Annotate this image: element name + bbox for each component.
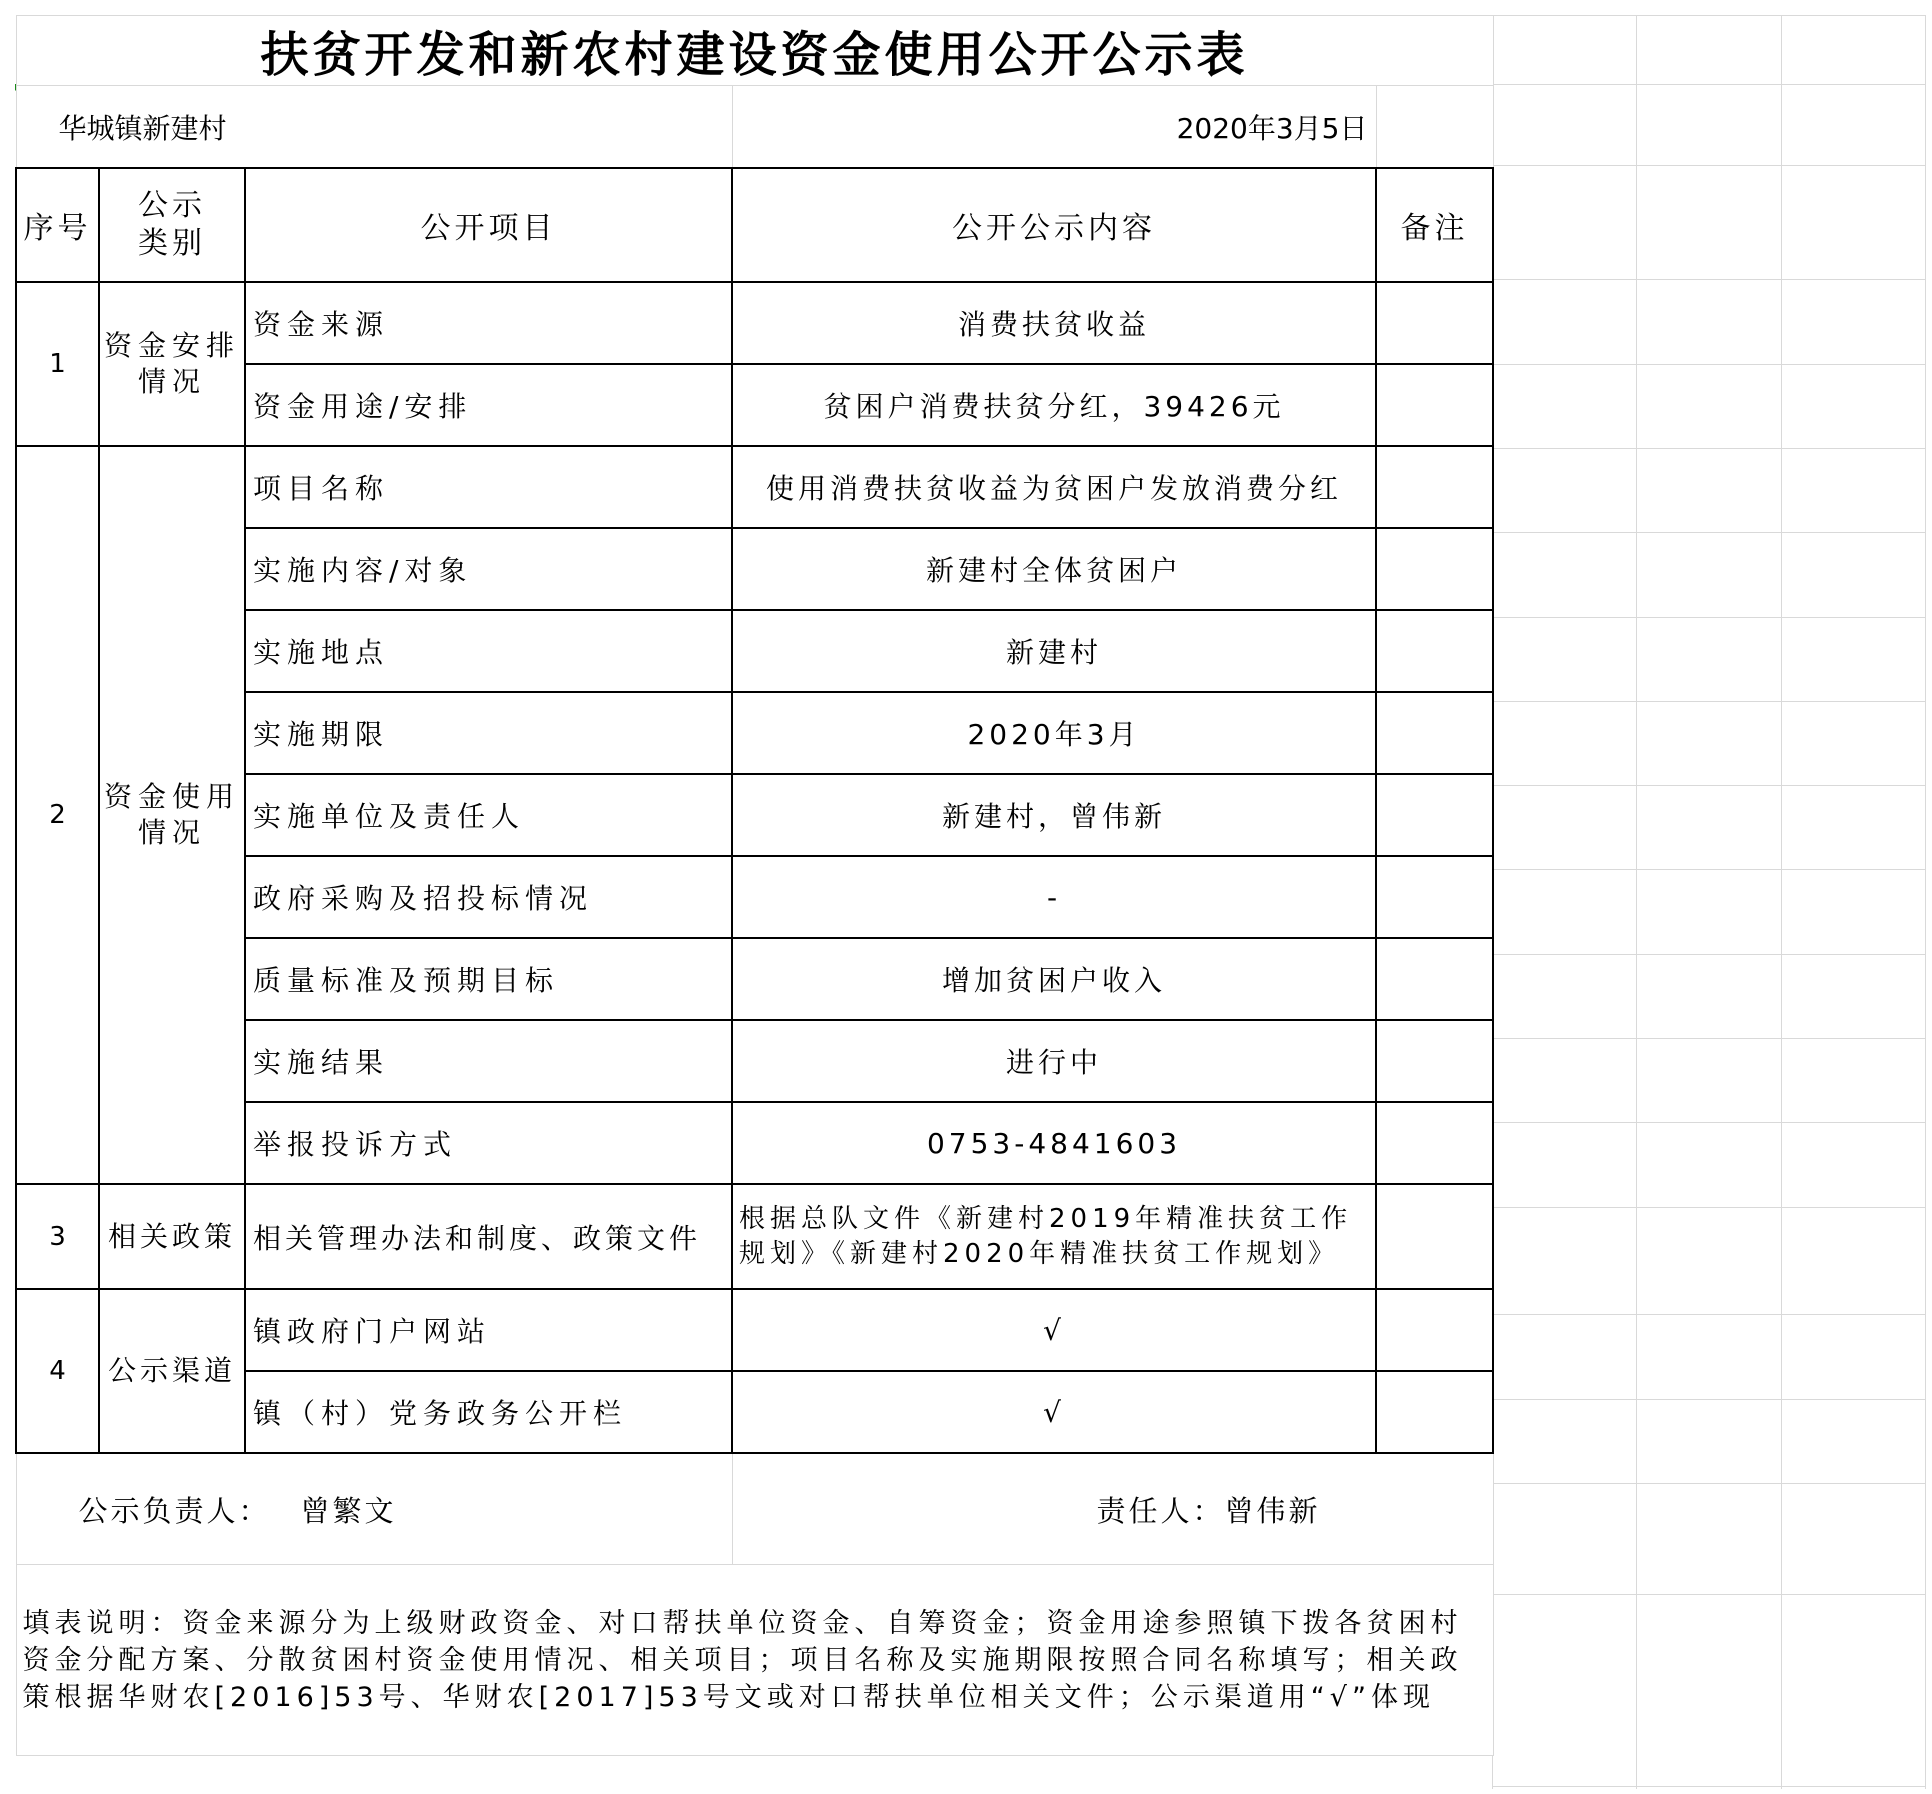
blank-cell [1376,86,1493,169]
remark-cell [1376,528,1493,610]
section-number: 2 [16,446,99,1184]
check-mark: √ [732,1289,1376,1371]
header-category: 公示 类别 [99,168,245,282]
item-content: 新建村 [732,610,1376,692]
item-content: 新建村全体贫困户 [732,528,1376,610]
item-label: 资金来源 [245,282,732,364]
item-label: 项目名称 [245,446,732,528]
item-content: - [732,856,1376,938]
item-label: 质量标准及预期目标 [245,938,732,1020]
section-number: 3 [16,1184,99,1289]
section-category: 公示渠道 [99,1289,245,1453]
item-content: 贫困户消费扶贫分红，39426元 [732,364,1376,446]
item-label: 举报投诉方式 [245,1102,732,1184]
header-content: 公开公示内容 [732,168,1376,282]
header-remark: 备注 [1376,168,1493,282]
responsible-label: 责任人： [1096,1493,1225,1528]
item-label: 相关管理办法和制度、政策文件 [245,1184,732,1289]
item-content: 消费扶贫收益 [732,282,1376,364]
item-label: 实施地点 [245,610,732,692]
item-content: 新建村，曾伟新 [732,774,1376,856]
item-label: 实施结果 [245,1020,732,1102]
item-label: 实施单位及责任人 [245,774,732,856]
fund-disclosure-table [15,15,1494,1756]
header-item: 公开项目 [245,168,732,282]
remark-cell [1376,1289,1493,1371]
item-label: 资金用途/安排 [245,364,732,446]
item-content: 进行中 [732,1020,1376,1102]
remark-cell [1376,1020,1493,1102]
remark-cell [1376,1371,1493,1453]
table-row [16,1289,1493,1371]
notice-date: 2020年3月5日 [732,86,1376,169]
note-row [16,1565,1493,1756]
item-label: 镇政府门户网站 [245,1289,732,1371]
remark-cell [1376,774,1493,856]
page-title: 扶贫开发和新农村建设资金使用公开公示表 [16,16,1493,86]
remark-cell [1376,856,1493,938]
remark-cell [1376,282,1493,364]
village-name: 华城镇新建村 [16,86,732,169]
item-label: 镇（村）党务政务公开栏 [245,1371,732,1453]
table-row [16,282,1493,364]
item-label: 实施期限 [245,692,732,774]
signature-row [16,1453,1493,1565]
section-category: 资金使用 情况 [99,446,245,1184]
table-header [16,168,1493,282]
remark-cell [1376,938,1493,1020]
remark-cell [1376,1102,1493,1184]
section-category: 资金安排 情况 [99,282,245,446]
section-number: 4 [16,1289,99,1453]
remark-cell [1376,692,1493,774]
publisher-signature [16,1453,732,1565]
item-label: 政府采购及招投标情况 [245,856,732,938]
remark-cell [1376,364,1493,446]
item-content: 0753-4841603 [732,1102,1376,1184]
remark-cell [1376,1184,1493,1289]
responsible-name: 曾伟新 [1224,1493,1321,1528]
item-label: 实施内容/对象 [245,528,732,610]
remark-cell [1376,446,1493,528]
section-number: 1 [16,282,99,446]
remark-cell [1376,610,1493,692]
responsible-signature [732,1453,1493,1565]
section-category: 相关政策 [99,1184,245,1289]
item-content: 增加贫困户收入 [732,938,1376,1020]
filling-instructions: 填表说明：资金来源分为上级财政资金、对口帮扶单位资金、自筹资金；资金用途参照镇下拨各贫困村资金分配方案、分散贫困村资金使用情况、相关项目；项目名称及实施期限按照合同名称填写；相关政策根据华财农[2016]53号、华财农[2017]53号文或对口帮扶单位相关文件；公示渠道用“√”体现 [16,1565,1493,1756]
publisher-label: 公示负责人： [78,1493,271,1528]
header-seq: 序号 [16,168,99,282]
item-content: 使用消费扶贫收益为贫困户发放消费分红 [732,446,1376,528]
item-content: 根据总队文件《新建村2019年精准扶贫工作规划》《新建村2020年精准扶贫工作规划》 [732,1184,1376,1289]
item-content: 2020年3月 [732,692,1376,774]
table-row [16,1184,1493,1289]
publisher-name: 曾繁文 [300,1493,397,1528]
check-mark: √ [732,1371,1376,1453]
table-row [16,446,1493,528]
